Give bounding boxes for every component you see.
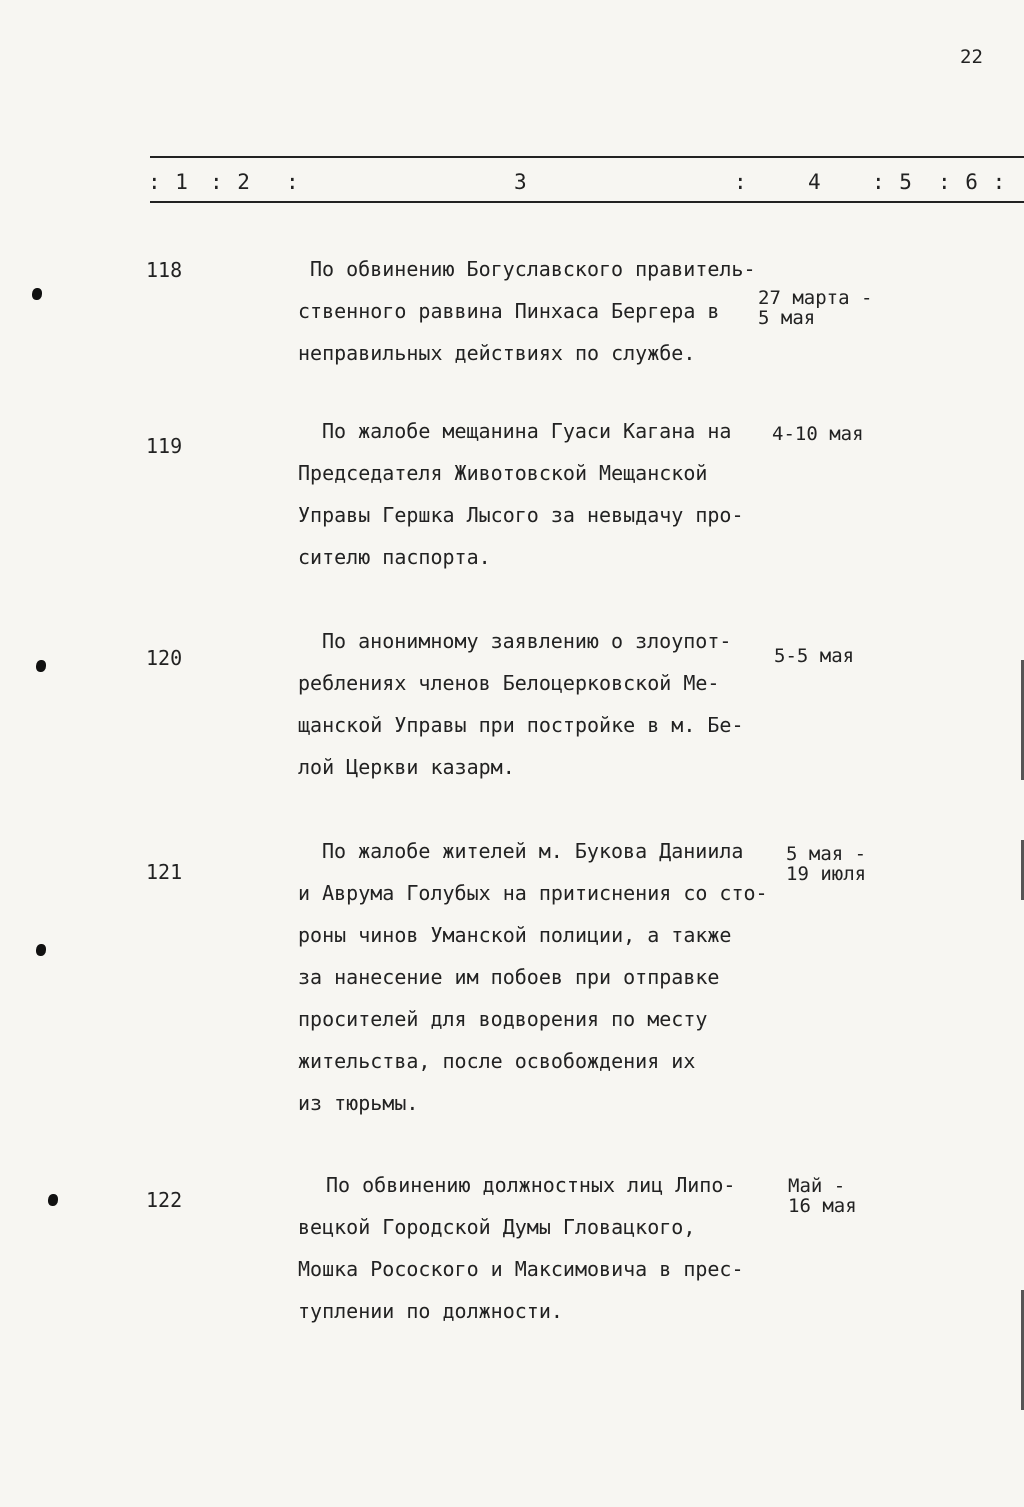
entry-number: 122 xyxy=(146,1188,183,1212)
header-col-5: : 5 xyxy=(872,170,913,194)
desc-line: жительства, после освобождения их xyxy=(298,1049,696,1073)
desc-line: туплении по должности. xyxy=(298,1299,563,1323)
entry-description xyxy=(298,248,778,374)
desc-line: ственного раввина Пинхаса Бергера в xyxy=(298,299,720,323)
entry-number: 119 xyxy=(146,434,183,458)
desc-line: вецкой Городской Думы Гловацкого, xyxy=(298,1215,696,1239)
header-col-3: 3 xyxy=(514,170,528,194)
entry-date xyxy=(774,646,854,666)
desc-line: По обвинению Богуславского правитель- xyxy=(310,257,756,281)
date-line: 5 мая xyxy=(758,307,816,329)
desc-line: роны чинов Уманской полиции, а также xyxy=(298,923,732,947)
date-line: 5 мая - xyxy=(786,843,867,865)
page-number: 22 xyxy=(960,46,983,68)
entry-number: 121 xyxy=(146,860,183,884)
desc-line: Председателя Животовской Мещанской xyxy=(298,461,708,485)
punch-hole-mark xyxy=(32,288,42,300)
punch-hole-mark xyxy=(36,944,46,956)
desc-line: сителю паспорта. xyxy=(298,545,491,569)
desc-line: щанской Управы при постройке в м. Бе- xyxy=(298,713,744,737)
desc-line: лой Церкви казарм. xyxy=(298,755,515,779)
header-sep: : xyxy=(286,170,300,194)
punch-hole-mark xyxy=(48,1194,58,1206)
desc-line: Управы Гершка Лысого за невыдачу про- xyxy=(298,503,744,527)
entry-description xyxy=(298,830,778,1124)
header-col-1: : 1 xyxy=(148,170,189,194)
date-line: 27 марта - xyxy=(758,287,873,309)
header-rule-top xyxy=(150,156,1024,158)
date-line: 4-10 мая xyxy=(772,423,864,445)
entry-date xyxy=(758,288,872,328)
date-line: Май - xyxy=(788,1175,846,1197)
desc-line: По жалобе жителей м. Букова Даниила xyxy=(322,839,744,863)
desc-line: По обвинению должностных лиц Липо- xyxy=(326,1173,736,1197)
date-line: 16 мая xyxy=(788,1195,857,1217)
header-sep: : xyxy=(734,170,748,194)
header-col-2: : 2 xyxy=(210,170,251,194)
entry-date xyxy=(772,424,864,444)
entry-number: 118 xyxy=(146,258,183,282)
entry-number: 120 xyxy=(146,646,183,670)
entry-description xyxy=(298,410,778,578)
desc-line: просителей для водворения по месту xyxy=(298,1007,708,1031)
desc-line: за нанесение им побоев при отправке xyxy=(298,965,720,989)
entry-date xyxy=(786,844,866,884)
date-line: 5-5 мая xyxy=(774,645,855,667)
desc-line: неправильных действиях по службе. xyxy=(298,341,696,365)
header-col-4: 4 xyxy=(808,170,822,194)
date-line: 19 июля xyxy=(786,863,867,885)
desc-line: По анонимному заявлению о злоупот- xyxy=(322,629,732,653)
desc-line: Мошка Росоского и Максимовича в прес- xyxy=(298,1257,744,1281)
header-rule-bottom xyxy=(150,201,1024,203)
desc-line: По жалобе мещанина Гуаси Кагана на xyxy=(322,419,732,443)
entry-date xyxy=(788,1176,857,1216)
desc-line: реблениях членов Белоцерковской Ме- xyxy=(298,671,720,695)
entry-description xyxy=(298,620,778,788)
punch-hole-mark xyxy=(36,660,46,672)
desc-line: из тюрьмы. xyxy=(298,1091,419,1115)
header-col-6: : 6 : xyxy=(938,170,1007,194)
entry-description xyxy=(298,1164,778,1332)
desc-line: и Аврума Голубых на притиснения со сто- xyxy=(298,881,768,905)
